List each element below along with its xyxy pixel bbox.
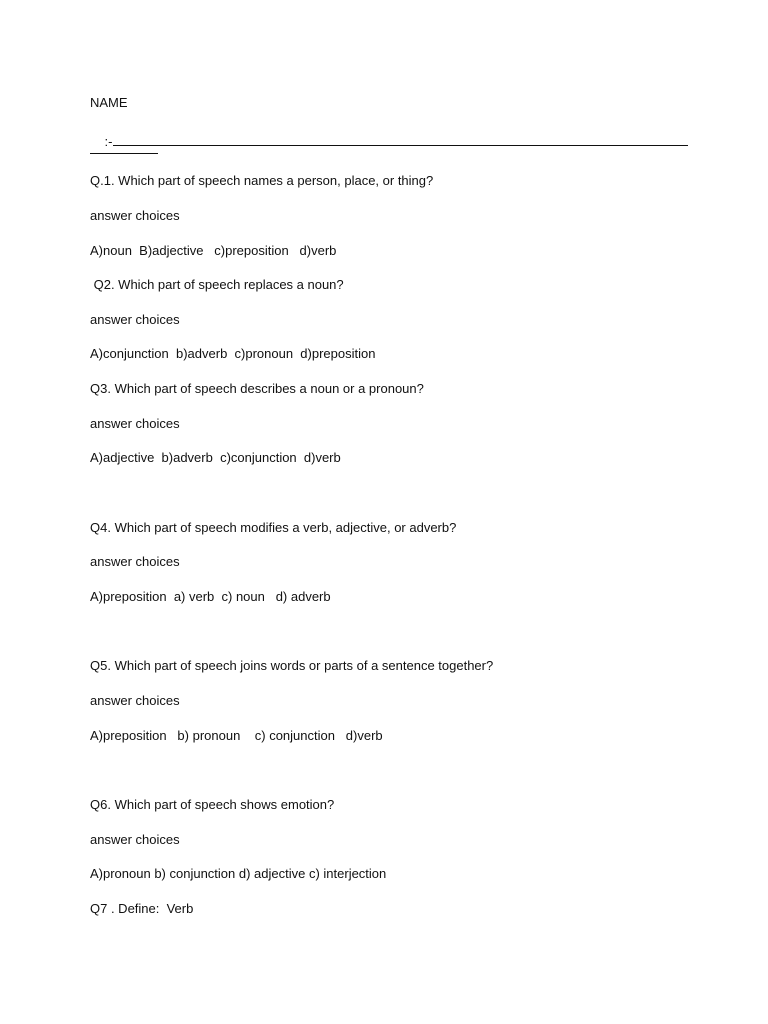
name-prefix: :- [104,134,113,149]
question-2: Q2. Which part of speech replaces a noun? [90,277,344,292]
answer-choices-label-2: answer choices [90,312,180,327]
question-4: Q4. Which part of speech modifies a verb, adjective, or adverb? [90,520,457,535]
question-5: Q5. Which part of speech joins words or parts of a sentence together? [90,658,494,673]
answer-choices-1: A)noun B)adjective c)preposition d)verb [90,243,337,258]
name-underline [113,134,688,146]
question-6: Q6. Which part of speech shows emotion? [90,797,335,812]
name-line [90,118,688,166]
answer-choices-5: A)preposition b) pronoun c) conjunction d)verb [90,728,383,743]
answer-choices-label-3: answer choices [90,416,180,431]
answer-choices-3: A)adjective b)adverb c)conjunction d)verb [90,450,341,465]
answer-choices-4: A)preposition a) verb c) noun d) adverb [90,589,331,604]
answer-choices-label-6: answer choices [90,832,180,847]
answer-choices-6: A)pronoun b) conjunction d) adjective c) interjection [90,866,387,881]
answer-choices-label-5: answer choices [90,693,180,708]
question-1: Q.1. Which part of speech names a person, place, or thing? [90,173,434,188]
name-label: NAME [90,95,128,110]
question-7: Q7 . Define: Verb [90,901,194,916]
answer-choices-label-1: answer choices [90,208,180,223]
answer-choices-2: A)conjunction b)adverb c)pronoun d)preposition [90,346,376,361]
question-3: Q3. Which part of speech describes a noun or a pronoun? [90,381,424,396]
name-underline-continuation [90,153,158,154]
answer-choices-label-4: answer choices [90,554,180,569]
